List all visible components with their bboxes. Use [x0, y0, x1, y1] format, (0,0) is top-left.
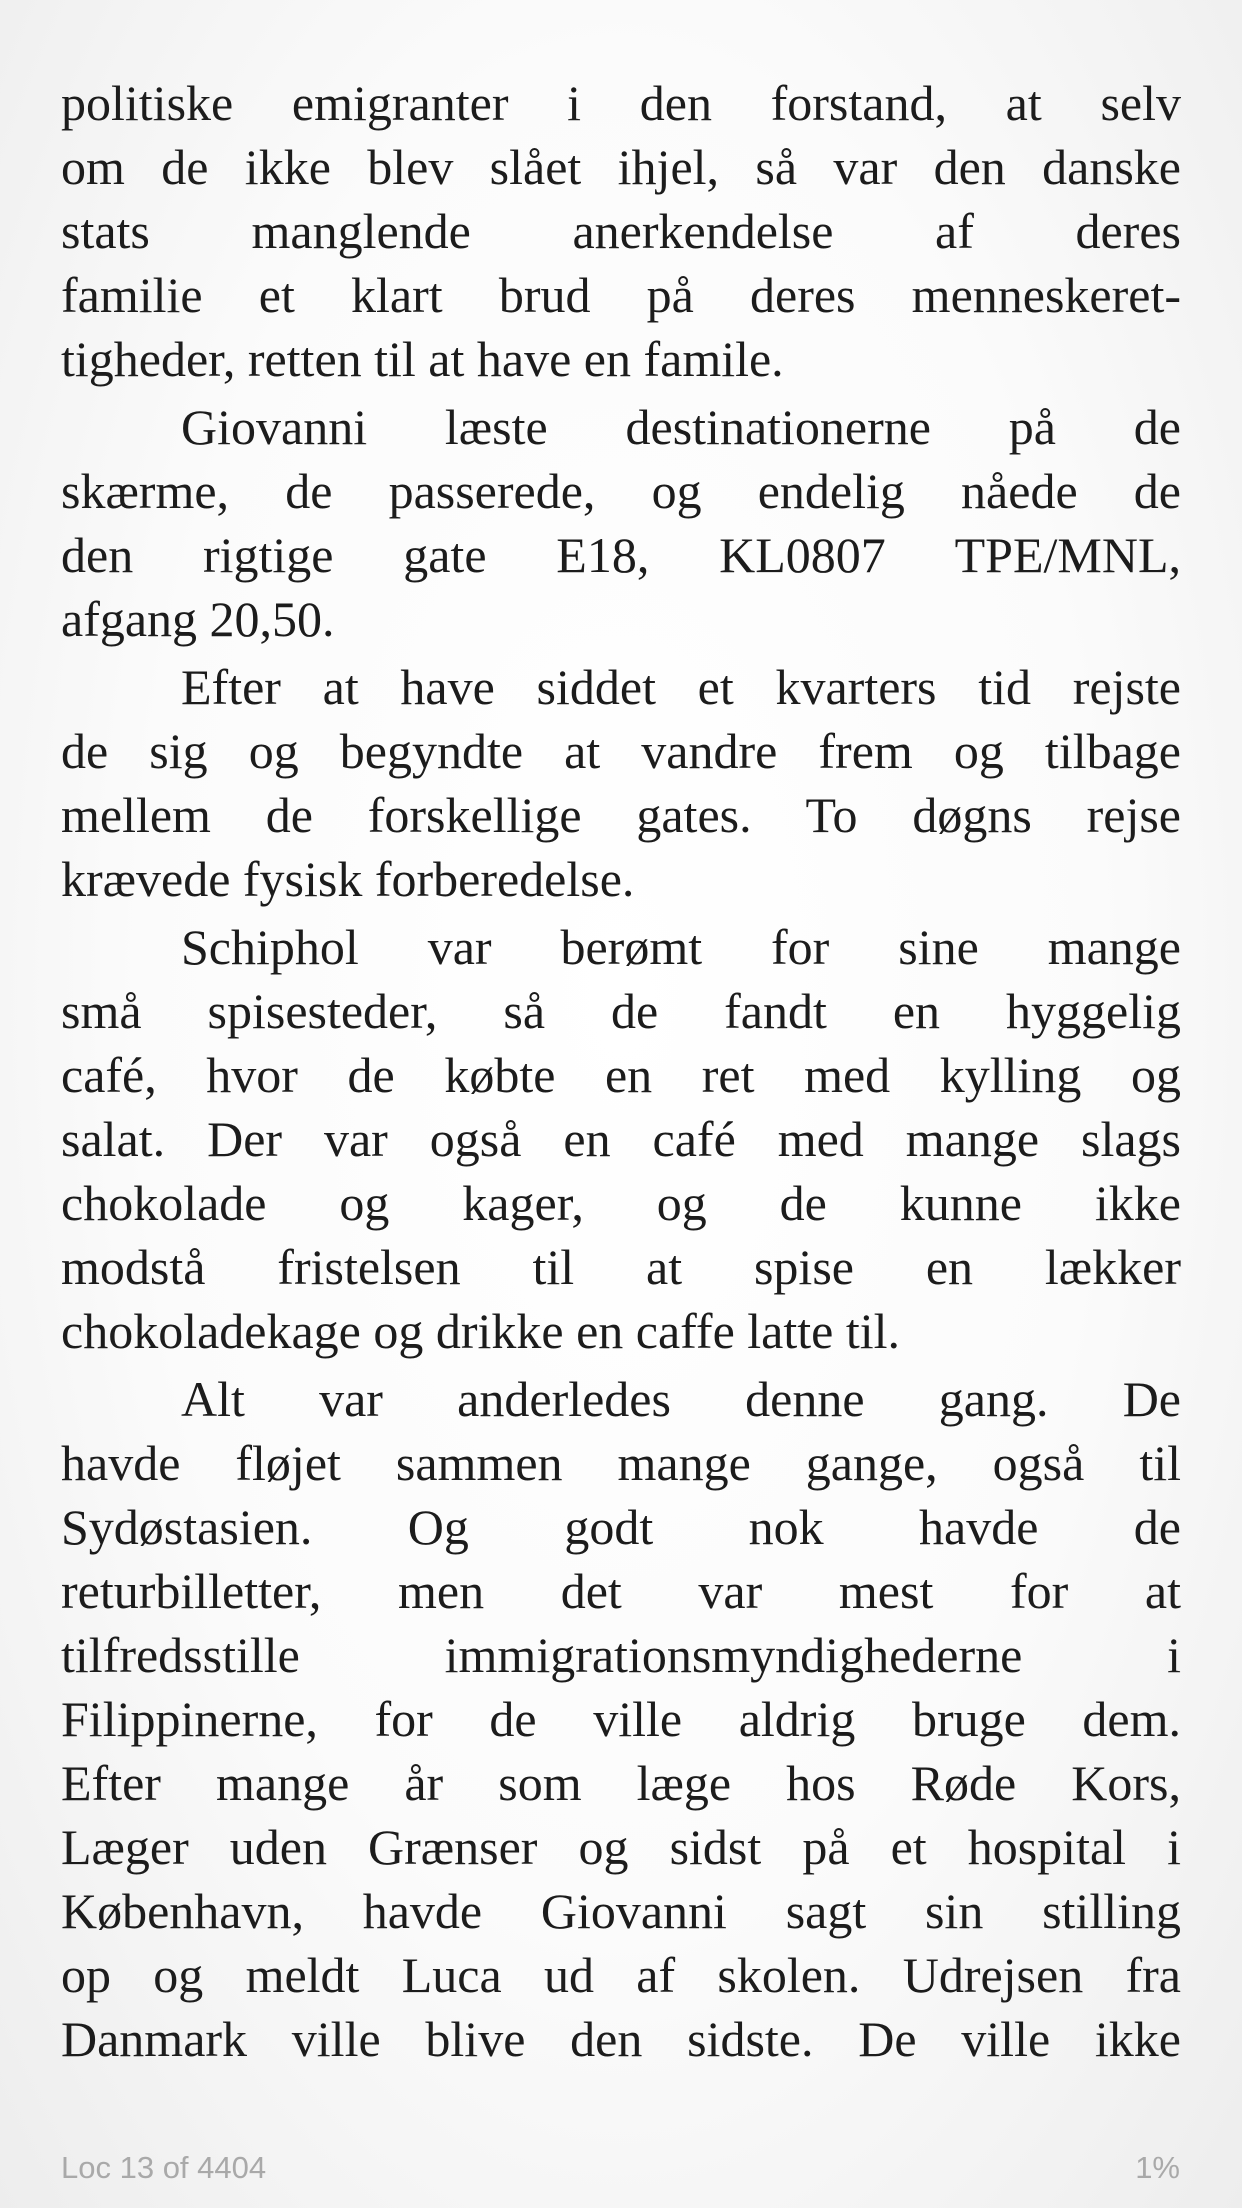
text-line: Schiphol var berømt for sine mange	[181, 919, 1181, 975]
paragraph	[61, 395, 1181, 651]
paragraph	[61, 71, 1181, 391]
text-line: om de ikke blev slået ihjel, så var den danske	[61, 139, 1181, 195]
text-line: små spisesteder, så de fandt en hyggelig	[61, 983, 1181, 1039]
text-line: Efter mange år som læge hos Røde Kors,	[61, 1755, 1181, 1811]
text-line: modstå fristelsen til at spise en lækker	[61, 1239, 1181, 1295]
text-line: Filippinerne, for de ville aldrig bruge dem.	[61, 1691, 1181, 1747]
text-line: Læger uden Grænser og sidst på et hospital i	[61, 1819, 1181, 1875]
text-line: Sydøstasien. Og godt nok havde de	[61, 1499, 1181, 1555]
text-line: mellem de forskellige gates. To døgns rejse	[61, 787, 1181, 843]
text-line: stats manglende anerkendelse af deres	[61, 203, 1181, 259]
text-line: tigheder, retten til at have en famile.	[61, 331, 784, 387]
text-line: café, hvor de købte en ret med kylling og	[61, 1047, 1181, 1103]
text-line: Efter at have siddet et kvarters tid rejste	[181, 659, 1181, 715]
text-line: familie et klart brud på deres menneskeret-	[61, 267, 1181, 323]
paragraph	[61, 655, 1181, 911]
text-line: returbilletter, men det var mest for at	[61, 1563, 1181, 1619]
text-line: den rigtige gate E18, KL0807 TPE/MNL,	[61, 527, 1181, 583]
book-page[interactable]	[61, 71, 1181, 2075]
text-line: tilfredsstille immigrationsmyndighederne i	[61, 1627, 1181, 1683]
text-line: afgang 20,50.	[61, 591, 335, 647]
progress-percent: 1%	[1135, 2150, 1180, 2185]
text-line: København, havde Giovanni sagt sin stilling	[61, 1883, 1181, 1939]
text-line: op og meldt Luca ud af skolen. Udrejsen fra	[61, 1947, 1181, 2003]
text-line: Alt var anderledes denne gang. De	[181, 1371, 1181, 1427]
text-line: krævede fysisk forberedelse.	[61, 851, 635, 907]
paragraph	[61, 1367, 1181, 2071]
text-line: chokolade og kager, og de kunne ikke	[61, 1175, 1181, 1231]
text-line: Giovanni læste destinationerne på de	[181, 399, 1181, 455]
text-line: de sig og begyndte at vandre frem og tilbage	[61, 723, 1181, 779]
text-line: havde fløjet sammen mange gange, også til	[61, 1435, 1181, 1491]
text-line: salat. Der var også en café med mange slags	[61, 1111, 1181, 1167]
paragraph	[61, 915, 1181, 1363]
text-line: chokoladekage og drikke en caffe latte til.	[61, 1303, 900, 1359]
text-line: skærme, de passerede, og endelig nåede de	[61, 463, 1181, 519]
location-indicator: Loc 13 of 4404	[61, 2150, 267, 2185]
text-line: politiske emigranter i den forstand, at selv	[61, 75, 1181, 131]
text-line: Danmark ville blive den sidste. De ville ikke	[61, 2011, 1181, 2067]
